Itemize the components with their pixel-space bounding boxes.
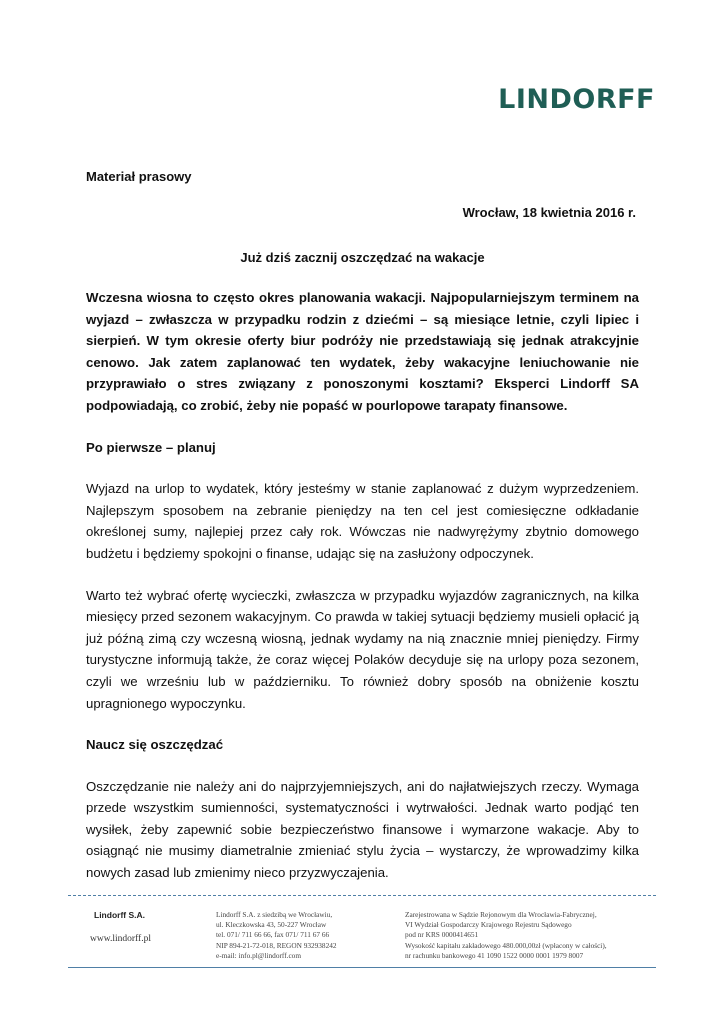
footer-registry-line: VI Wydział Gospodarczy Krajowego Rejestru Sądowego	[405, 920, 572, 930]
article-body	[86, 287, 639, 904]
footer-registry-line: Zarejestrowana w Sądzie Rejonowym dla Wrocławia-Fabrycznej,	[405, 910, 597, 919]
footer-address	[216, 910, 391, 961]
footer-address-line: tel. 071/ 711 66 66, fax 071/ 711 67 66	[216, 930, 330, 940]
article-title: Już dziś zacznij oszczędzać na wakacje	[240, 250, 485, 265]
footer-website-link[interactable]: www.lindorff.pl	[90, 934, 151, 944]
company-logo: LINDORFF	[498, 84, 655, 115]
footer-address-line: NIP 894-21-72-018, REGON 932938242	[216, 940, 337, 950]
section-heading-save: Naucz się oszczędzać	[86, 737, 224, 753]
footer-email[interactable]: e-mail: info.pl@lindorff.com	[216, 950, 302, 960]
document-date: Wrocław, 18 kwietnia 2016 r.	[462, 205, 636, 220]
footer-registry	[405, 910, 655, 961]
paragraph: Oszczędzanie nie należy ani do najprzyjemniejszych, ani do najłatwiejszych rzeczy. Wymaga przede wszystkim sumienności, systematyczności i wytrwałości. Jednak warto podjąć ten wysiłek, żeby zapewnić sobie bezpieczeństwo finansowe i wymarzone wakacje. Aby to osiągnąć nie musimy diametralnie zmieniać stylu życia – wystarczy, że wprowadzimy kilka nowych zasad lub zmienimy nieco przyzwyczajenia.	[86, 778, 639, 881]
footer-company-name: Lindorff S.A.	[94, 910, 145, 920]
footer-address-line: ul. Kleczkowska 43, 50-227 Wrocław	[216, 920, 327, 930]
article-lead: Wczesna wiosna to często okres planowania wakacji. Najpopularniejszym terminem na wyjazd – zwłaszcza w przypadku rodzin z dziećmi – są miesiące letnie, czyli lipiec i sierpień. W tym okresie oferty biur podróży nie przedstawiają się jednak atrakcyjnie cenowo. Jak zatem zaplanować ten wydatek, żeby wakacyjne leniuchowanie nie przyprawiało o stres związany z ponoszonymi kosztami? Eksperci Lindorff SA podpowiadają, co zrobić, żeby nie popaść w pourlopowe tarapaty finansowe.	[86, 290, 639, 413]
footer-divider-top	[68, 895, 656, 896]
document-type-label: Materiał prasowy	[86, 169, 192, 184]
paragraph: Warto też wybrać ofertę wycieczki, zwłaszcza w przypadku wyjazdów zagranicznych, na kilka miesięcy przed sezonem wakacyjnym. Co prawda w takiej sytuacji będziemy musieli opłacić ją już późną zimą czy wczesną wiosną, jednak wydamy na nią znacznie mniej pieniędzy. Firmy turystyczne informują także, że coraz więcej Polaków decyduje się na urlopy poza sezonem, czyli we wrześniu lub w październiku. To również dobry sposób na obniżenie kosztu upragnionego wypoczynku.	[86, 587, 639, 711]
section-heading-plan: Po pierwsze – planuj	[86, 439, 216, 455]
footer-address-line: Lindorff S.A. z siedzibą we Wrocławiu,	[216, 910, 333, 919]
paragraph: Wyjazd na urlop to wydatek, który jesteśmy w stanie zaplanować z dużym wyprzedzeniem. Najlepszym sposobem na zebranie pieniędzy na ten cel jest comiesięczne odkładanie określonej sumy, najlepiej przez cały rok. Wówczas nie nadwyrężymy zbytnio domowego budżetu i będziemy spokojni o finanse, udając się na zasłużony odpoczynek.	[86, 481, 639, 561]
footer-registry-line: nr rachunku bankowego 41 1090 1522 0000 0001 1979 8007	[405, 950, 584, 960]
footer-registry-line: pod nr KRS 0000414651	[405, 930, 479, 940]
footer-registry-line: Wysokość kapitału zakładowego 480.000,00zł (wpłacony w całości),	[405, 940, 607, 950]
footer-divider-bottom	[68, 967, 656, 968]
